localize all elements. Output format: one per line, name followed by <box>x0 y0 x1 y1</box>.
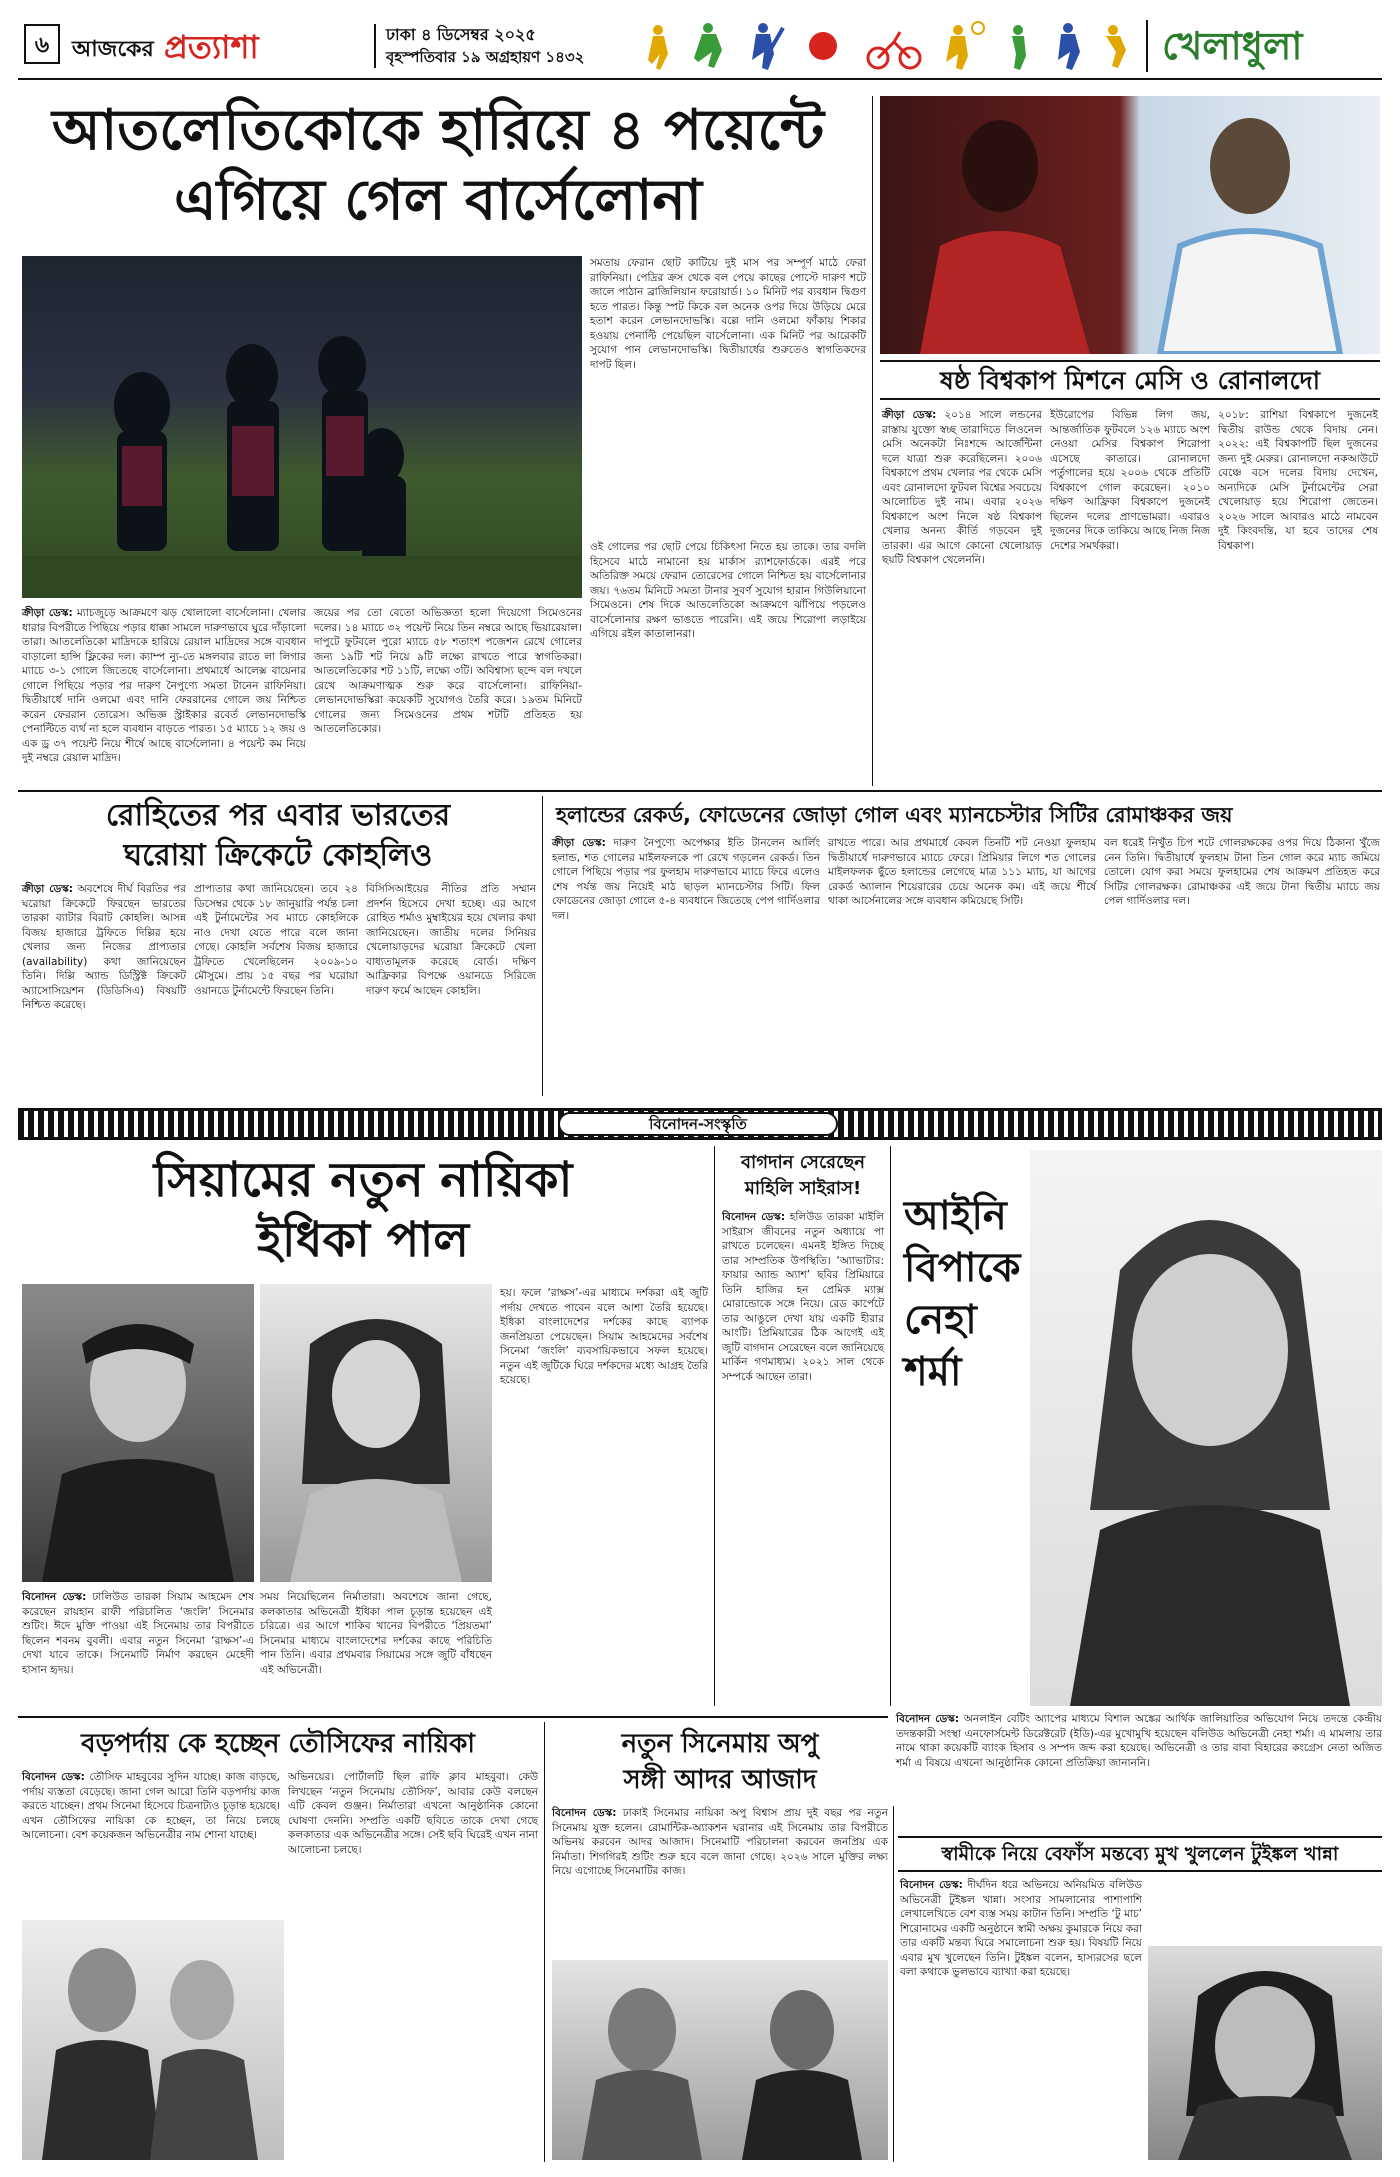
mahi-body-text: হলিউড তারকা মাইলি সাইরাস জীবনের নতুন অধ্যায়ে পা রাখতে চলেছেন। এমনই ইঙ্গিত দিচ্ছে তার সাম্প্রতিক উপস্থিতি। ‘অ্যাভাটার: ফায়ার অ্যান্ড অ্যাশ’ ছবির প্রিমিয়ারে তিনি হাজির হন প্রেমিক ম্যাক্স মোরান্ডোকে সঙ্গে নিয়ে। রেড কার্পেটে তার আঙুলে দেখা যায় একটি হীরার আংটি। প্রিমিয়ারের ঠিক আগেই এই জুটি বাগদান সেরেছেন বলে জানিয়েছে মার্কিন গণমাধ্যম। ২০২১ সাল থেকে সম্পর্কে আছেন তারা। <box>722 1211 884 1383</box>
kohli-col-3-text: বিসিসিআইয়ের নীতির প্রতি সম্মান প্রদর্শন হিসেবে দেখা হচ্ছে। এর আগে রোহিত শর্মাও মুম্বাইয়ের হয়ে খেলার কথা জানিয়েছেন। জাতীয় দলের সিনিয়র খেলোয়াড়দের ঘরোয়া ক্রিকেটে খেলা বাধ্যতামূলক করেছে বোর্ড। দক্ষিণ আফ্রিকার বিপক্ষে ওয়ানডে সিরিজে দারুণ ফর্মে আছেন কোহলি। <box>366 883 536 997</box>
kohli-col-2 <box>194 882 358 998</box>
runner-icon <box>694 23 722 68</box>
siam-headline-line-1: সিয়ামের নতুন নায়িকা <box>153 1152 573 1208</box>
tousif-col-1 <box>22 1770 280 1843</box>
vertical-rule-siam <box>714 1146 715 1706</box>
tousif-byline: বিনোদন ডেস্ক: <box>22 1771 85 1783</box>
neha-headline-line-3: নেহা <box>904 1297 977 1343</box>
cricket-batter-icon <box>752 23 785 70</box>
sports-silhouettes <box>638 20 1138 72</box>
athlete-icon <box>1058 23 1080 70</box>
tousif-col-2 <box>288 1770 538 1857</box>
golfer-icon <box>1012 25 1026 70</box>
lead-headline-line-1: আতলেতিকোকে হারিয়ে ৪ পয়েন্টে <box>51 98 825 163</box>
tousif-couple-photo <box>22 1920 284 2160</box>
twinkle-headline-box <box>898 1836 1382 1872</box>
lead-story-col-4 <box>590 540 866 642</box>
logo-prefix: আজকের <box>72 37 154 62</box>
entertainment-banner <box>18 1108 1382 1140</box>
kohli-col-3 <box>366 882 536 998</box>
kohli-headline-line-2: ঘরোয়া ক্রিকেটে কোহলিও <box>123 838 433 873</box>
neha-body-text: অনলাইন বেটিং অ্যাপের মাধ্যমে বিশাল অঙ্কের আর্থিক জালিয়াতির অভিযোগ নিয়ে তদন্তে কেন্দ্রীয় তদন্তকারী সংস্থা এনফোর্সমেন্ট ডিরেক্টরেট (ইডি)-এর মুখোমুখি হয়েছেন বলিউড অভিনেত্রী নেহা শর্মা। এ মামলায় তার নামে থাকা কয়েকটি ব্যাংক হিসাব ও সম্পদ জব্দ করা হয়েছে। অভিনেত্রী ও তার বাবা বিহারের কংগ্রেস নেতা অজিত শর্মা এ বিষয়ে এখনো আনুষ্ঠানিক কোনো প্রতিক্রিয়া জানাননি। <box>896 1713 1383 1769</box>
lead-story-col-3 <box>590 256 866 372</box>
newspaper-logo[interactable] <box>72 20 372 70</box>
messi-byline: ক্রীড়া ডেস্ক: <box>882 409 937 421</box>
siam-col-1 <box>22 1590 254 1677</box>
neha-headline-line-2: বিপাকে <box>904 1245 1021 1291</box>
apu-body-text: ঢাকাই সিনেমার নায়িকা অপু বিশ্বাস প্রায় দুই বছর পর নতুন সিনেমায় যুক্ত হলেন। রোমান্টিক-অ্যাকশন ঘরানার এই সিনেমায় তার বিপরীতে অভিনয় করবেন আদর আজাদ। সিনেমাটি পরিচালনা করবেন জনপ্রিয় এক নির্মাতা। শিগগিরই শুটিং শুরু হবে বলে জানা গেছে। ২০২৬ সালে মুক্তির লক্ষ্য নিয়ে এগোচ্ছে সিনেমাটির কাজ। <box>552 1807 888 1877</box>
siam-portrait <box>22 1284 254 1582</box>
tousif-portrait <box>22 1920 284 2160</box>
messi-ronaldo-headline-box <box>880 360 1380 400</box>
neha-body <box>896 1712 1382 1770</box>
date-line-1: ঢাকা ৪ ডিসেম্বর ২০২৫ <box>386 25 536 44</box>
messi-col-3 <box>1218 408 1378 553</box>
apu-headline-line-2: সঙ্গী আদর আজাদ <box>623 1765 817 1795</box>
siam-col-1-text: ঢালিউড তারকা সিয়াম আহমেদ শেষ করেছেন রায়হান রাফী পরিচালিত ‘জংলি’ সিনেমার শুটিং। ঈদে মুক্তি পাওয়া এই সিনেমায় তার বিপরীতে ছিলেন শবনম বুবলী। এবার নতুন সিনেমা ‘রাক্ষস’-এ দেখা যাবে তাকে। সিনেমাটি নির্মাণ করছেন মেহেদী হাসান হৃদয়। <box>22 1591 254 1676</box>
section-title <box>1146 20 1376 72</box>
tousif-col-1-text: তৌসিফ মাহবুবের সুদিন যাচ্ছে। কাজ বাড়ছে, পর্দায় ব্যস্ততা বেড়েছে। জানা গেল আরো তিনি বড়পর্দায় কাজ করতে যাচ্ছেন। প্রথম সিনেমা হিসেবে চিত্রনাট্যও চূড়ান্ত হয়েছে। এখন তৌসিফের নায়িকা কে হচ্ছেন, তা নিয়ে চলছে আলোচনা। বেশ কয়েকজন অভিনেত্রীর নাম শোনা যাচ্ছে। <box>22 1771 280 1841</box>
entertainment-banner-label: বিনোদন-সংস্কৃতি <box>649 1115 747 1133</box>
mahi-headline-line-1: বাগদান সেরেছেন <box>741 1152 865 1173</box>
neha-headline-line-4: শর্মা <box>904 1349 962 1395</box>
haaland-col-2-text: রাখতে পারে। আর প্রথমার্ধে কেবল তিনটি শট নেওয়া ফুলহাম দ্বিতীয়ার্ধে দারুণভাবে ম্যাচে ফেরে। প্রিমিয়ার লিগে শত গোলের মাইলফলক ছুঁতে হলান্ডের লেগেছে মাত্র ১১১ ম্যাচ, যা আগের রেকর্ড অ্যালান শিয়েরারের চেয়ে অনেক কম। এই জয়ে শীর্ষে থাকা আর্সেনালের সঙ্গে ব্যবধান কমিয়েছে সিটি। <box>828 837 1096 907</box>
mahi-headline-line-2: মাহিলি সাইরাস! <box>744 1178 862 1199</box>
siam-headline-line-2: ইধিকা পাল <box>256 1212 470 1268</box>
apu-adar-portrait <box>552 1960 888 2160</box>
messi-col-3-text: ২০১৮: রাশিয়া বিশ্বকাপে দুজনেই দ্বিতীয় রাউন্ড থেকে বিদায় নেন। ২০২২: এই বিশ্বকাপটি ছিল দুজনের জন্য দুই মেরুর। রোনালদো নকআউটে বেঞ্চে বসে দলের বিদায় দেখেন, অন্যদিকে মেসি টুর্নামেন্টের সেরা খেলোয়াড় হয়ে শিরোপা জেতেন। ২০২৬ সালে আবারও মাঠে নামবেন দুই কিংবদন্তি, যা হবে তাদের শেষ বিশ্বকাপ। <box>1218 409 1378 552</box>
jumper-icon <box>1106 25 1126 68</box>
logo-main: প্রত্যাশা <box>164 28 259 66</box>
idhika-photo <box>260 1284 492 1582</box>
section-title-text: খেলাধুলা <box>1162 24 1303 68</box>
vertical-rule-lead <box>872 96 873 786</box>
messi-col-2 <box>1050 408 1210 553</box>
kohli-col-1-text: অবশেষে দীর্ঘ বিরতির পর ঘরোয়া ক্রিকেটে ফিরছেন ভারতের তারকা ব্যাটার বিরাট কোহলি। আসন্ন বিজয় হাজারে ট্রফিতে দিল্লির হয়ে খেলার জন্য নিজের প্রাপ্যতার (availability) কথা জানিয়েছেন তিনি। দিল্লি অ্যান্ড ডিস্ট্রিক্ট ক্রিকেট অ্যাসোসিয়েশন (ডিডিসিএ) বিষয়টি নিশ্চিত করেছে। <box>22 883 186 1011</box>
twinkle-body <box>900 1878 1142 1980</box>
lead-headline-line-2: এগিয়ে গেল বার্সেলোনা <box>174 168 702 233</box>
messi-ronaldo-photo <box>880 96 1380 354</box>
horizontal-rule-2 <box>18 1716 888 1718</box>
haaland-headline: হলান্ডের রেকর্ড, ফোডেনের জোড়া গোল এবং ম্যানচেস্টার সিটির রোমাঞ্চকর জয় <box>556 803 1233 827</box>
lead-story-col-1 <box>22 606 306 766</box>
siam-col-3-text: হয়। ফলে ‘রাক্ষস’-এর মাধ্যমে দর্শকরা এই জুটি পর্দায় দেখতে পাবেন বলে আশা তৈরি হয়েছে। ইধিকা বাংলাদেশের দর্শকের কাছে ব্যাপক জনপ্রিয়তা পেয়েছেন। সিয়াম আহমেদের সর্বশেষ সিনেমা ‘জংলি’ ব্যবসায়িকভাবে সফল হয়েছে। নতুন এই জুটিকে ঘিরে দর্শকদের মধ্যে আগ্রহ তৈরি হয়েছে। <box>500 1287 708 1386</box>
cyclist-icon <box>868 32 920 68</box>
kohli-headline-line-1: রোহিতের পর এবার ভারতের <box>105 798 451 833</box>
mahi-headline <box>720 1150 886 1202</box>
haaland-col-1 <box>552 836 820 923</box>
haaland-col-3-text: বল ধরেই নিখুঁত চিপ শটে গোলরক্ষকের ওপর দিয়ে ঠিকানা খুঁজে নেন তিনি। দ্বিতীয়ার্ধে ফুলহাম টানা তিন গোল করে ম্যাচ জমিয়ে তোলে। যোগ করা সময়ে ফুলহামের শেষ আক্রমণ প্রতিহত করে সিটির গোলরক্ষক। রোমাঞ্চকর এই জয়ে টানা দ্বিতীয় ম্যাচে জয় পেল গার্দিওলার দল। <box>1104 837 1380 907</box>
lead-col-2-text: জয়ের পর তো বেতো অভিজ্ঞতা হলো দিয়েগো সিমেওনের দলের। ১৪ ম্যাচে ৩২ পয়েন্ট নিয়ে তিন নম্বরে আছে ভিয়ারেয়াল। দাপুটে ফুটবলে পুরো ম্যাচে ৫৮ শতাংশ পজেশন রেখে গোলের জন্য ১৯টি শট নিয়ে ৯টি লক্ষ্যে রাখতে পারে স্বাগতিকরা। আতলেতিকোর শট ১১টি, লক্ষ্যে ৩টি। অবিশ্বাস্য ছন্দে বল দখলে রেখে আক্রমণাত্মক শুরু করে বার্সেলোনা। রাফিনিয়া-লেভানদোভস্কিরা কয়েকটি সুযোগও তৈরি করে। ১৯তম মিনিটে গোলের জন্য সিমেওনের প্রথম শটটি প্রতিহত হয় আতলেতিকোর। <box>314 607 582 735</box>
two-players-silhouette <box>880 96 1380 354</box>
siam-col-2-text: সময় নিয়েছিলেন নির্মাতারা। অবশেষে জানা গেছে, কলকাতার অভিনেত্রী ইধিকা পাল চূড়ান্ত হয়েছেন এই চরিত্রে। এর আগে শাকিব খানের বিপরীতে ‘প্রিয়তমা’ সিনেমার মাধ্যমে বাংলাদেশের দর্শকের কাছে পরিচিতি পান তিনি। এবার প্রথমবার সিয়ামের সঙ্গে জুটি বাঁধছেন এই অভিনেত্রী। <box>260 1591 492 1676</box>
messi-col-1-text: ২০১৪ সালে লন্ডনের রাস্তায় যুক্তো স্বচ্ছ তারাদিতে লিওনেল মেসি অনেকটা নিঃশব্দে আর্জেন্টিনা দলে যাত্রা শুরু করেছিলেন। ২০০৬ বিশ্বকাপে প্রথম খেলার পর থেকে মেসি এবং রোনালদো ফুটবল বিশ্বের সবচেয়ে আলোচিত দুই নাম। এবার ২০২৬ বিশ্বকাপে অংশ নিলে ষষ্ঠ বিশ্বকাপ খেলার অনন্য কীর্তি গড়বেন দুই তারকা। এর আগে কোনো খেলোয়াড় ছয়টি বিশ্বকাপ খেলেননি। <box>882 409 1043 566</box>
neha-headline-line-1: আইনি <box>904 1193 1007 1239</box>
kohli-byline: ক্রীড়া ডেস্ক: <box>22 883 73 895</box>
haaland-col-2 <box>828 836 1096 909</box>
neha-sharma-photo <box>1030 1150 1382 1706</box>
lead-col-4-text: ওই গোলের পর ছোট পেয়ে চিকিৎসা নিতে হয় তাকে। তার বদলি হিসেবে মাঠে নামানো হয় মার্কাস র‍্যাশফোর্ডকে। এরই পরে অতিরিক্ত সময়ে ফেরান তোরেসের গোলে নিশ্চিত হয় বার্সেলোনার জয়। ৭৬তম মিনিটে সমতা টানার সুবর্ণ সুযোগ হারান গিউলিয়ানো সিমেওনে। শেষ দিকে আতলেতিকো আক্রমণে ঝাঁপিয়ে পড়লেও বার্সেলোনার রক্ষণ ভাঙতে পারেনি। এই জয়ে শিরোপা লড়াইয়ে এগিয়ে রইল কাতালানরা। <box>590 541 866 640</box>
siam-photo <box>22 1284 254 1582</box>
lead-byline: ক্রীড়া ডেস্ক: <box>22 607 73 619</box>
apu-headline-line-1: নতুন সিনেমায় অপু <box>621 1729 819 1759</box>
page-number: ৬ <box>24 24 60 64</box>
idhika-portrait <box>260 1284 492 1582</box>
entertainment-banner-label-box <box>558 1112 838 1136</box>
masthead-divider <box>374 24 376 68</box>
sports-icon-strip <box>638 20 1138 72</box>
football-player-icon <box>648 25 668 70</box>
lead-headline <box>18 96 858 236</box>
apu-headline <box>550 1726 890 1798</box>
lead-col-3-text: সমতায় ফেরান ছোট কাটিয়ে দুই মাস পর সম্পূর্ণ মাঠে ফেরা রাফিনিয়া। পেদ্রির ক্রস থেকে বল পেয়ে কাছের পোস্টে দারুণ শটে জালে পাঠান ব্রাজিলিয়ান ফরোয়ার্ড। ১০ মিনিট পর ব্যবধান দ্বিগুণ হতে পারত। কিন্তু স্পট কিকে বল অনেক ওপর দিয়ে উড়িয়ে মেরে হতাশ করেন লেভানদোভস্কি। বল্লে দানি ওলমো ফাঁকায় শিকার হওয়ায় পেনাল্টি পেয়েছিল বার্সেলোনা। এক মিনিট পর আরেকটি সুযোগ পান লেভানদোভস্কি। দ্বিতীয়ার্ধের শুরুতেও স্বাগতিকদের দাপট ছিল। <box>590 257 866 371</box>
date-line-2: বৃহস্পতিবার ১৯ অগ্রহায়ণ ১৪৩২ <box>386 48 585 66</box>
twinkle-byline: বিনোদন ডেস্ক: <box>900 1879 963 1891</box>
vertical-rule-apu <box>893 1806 894 2162</box>
neha-byline: বিনোদন ডেস্ক: <box>896 1713 960 1725</box>
haaland-byline: ক্রীড়া ডেস্ক: <box>552 837 606 849</box>
siam-byline: বিনোদন ডেস্ক: <box>22 1591 87 1603</box>
lead-col-1-text: ম্যাচজুড়ে আক্রমণে ঝড় খোলালো বার্সেলোনা। খেলার ধারার বিপরীতে পিছিয়ে পড়ার ধাক্কা সামলে দারুণভাবে ঘুরে দাঁড়ালো তারা। আতলেতিকো মাদ্রিদকে হারিয়ে রেয়াল মাদ্রিদের সঙ্গে ব্যবধান বাড়ালো হান্সি ফ্লিকের দল। ক্যাম্প ন্যু-তে মঙ্গলবার রাতে লা লিগার ম্যাচে ৩-১ গোলে জিতেছে বার্সেলোনা। প্রথমার্ধে আলেক্স বায়েনার গোলে পিছিয়ে পড়ার পর দারুণ নৈপুণ্যে সমতা টানেন রাফিনিয়া। দ্বিতীয়ার্ধে দানি ওলমো এবং দানি ফেররানের গোলে জয় নিশ্চিত করেন ফেররান তোরেস। অভিজ্ঞ স্ট্রাইকার রবের্ত লেভানদোভস্কি পেনাল্টিতে ব্যর্থ না হলে ব্যবধান বাড়তে পারত। ১৫ ম্যাচে ১২ জয় ও এক ড্র ৩৭ পয়েন্ট নিয়ে শীর্ষে আছে বার্সেলোনা। ৪ পয়েন্ট কম নিয়ে দুই নম্বরে রেয়াল মাদ্রিদ। <box>22 607 307 764</box>
twinkle-khanna-photo <box>1148 1946 1382 2160</box>
masthead <box>18 14 1382 80</box>
mahi-byline: বিনোদন ডেস্ক: <box>722 1211 786 1223</box>
twinkle-portrait <box>1148 1946 1382 2160</box>
haaland-col-1-text: দারুণ নৈপুণ্যে অপেক্ষার ইতি টানলেন আর্লিং হলান্ড, শত গোলের মাইলফলকে পা রেখে গড়লেন রেকর্ড। তিন গোলে পিছিয়ে পড়ার পর ফুলহাম দারুণভাবে ম্যাচে ফিরে এলেও শেষ পর্যন্ত জয় নিয়েই মাঠ ছাড়ল ম্যানচেস্টার সিটি। ফিল ফোডেনের জোড়া গোলে ৫-৪ ব্যবধানে জিতেছে পেপ গার্দিওলার দল। <box>552 837 820 922</box>
tousif-headline: বড়পর্দায় কে হচ্ছেন তৌসিফের নায়িকা <box>81 1729 475 1759</box>
vertical-rule-kohli <box>542 796 543 1096</box>
messi-col-2-text: ইউরোপের বিভিন্ন লিগ জয়, আন্তর্জাতিক ফুটবলে ১২৬ ম্যাচে অংশ নেওয়া মেসির বিশ্বকাপ শিরোপা এসেছে কাতারে। রোনালদো পর্তুগালের হয়ে ২০০৬ থেকে প্রতিটি বিশ্বকাপে গোল করেছেন। ২০১০ দক্ষিণ আফ্রিকা বিশ্বকাপে দুজনেই ছিলেন দলের প্রাণভোমরা। এবারও দুজনের দিকে তাকিয়ে আছে নিজ নিজ দেশের সমর্থকরা। <box>1050 409 1210 552</box>
apu-byline: বিনোদন ডেস্ক: <box>552 1807 617 1819</box>
apu-adar-photo <box>552 1960 888 2160</box>
apu-body <box>552 1806 888 1879</box>
messi-col-1 <box>882 408 1042 568</box>
barcelona-celebration-photo <box>22 256 582 598</box>
tousif-col-2-text: অভিনয়ের। পোর্টালটি ছিল রাফি ক্লাব মাহবুবা। কেউ লিখছেন ‘নতুন সিনেমায় তৌসিফ’, আবার কেউ বলছেন এটি কেবল গুঞ্জন। নির্মাতারা এখনো আনুষ্ঠানিক কোনো ঘোষণা দেননি। সম্প্রতি একটি ছবিতে তাকে দেখা গেছে কলকাতার এক অভিনেত্রীর সঙ্গে। সেই ছবি ঘিরেই এখন নানা আলোচনা চলছে। <box>288 1771 538 1856</box>
kohli-col-1 <box>22 882 186 1013</box>
lead-story-col-2 <box>314 606 582 737</box>
neha-portrait <box>1030 1150 1382 1706</box>
horizontal-rule-1 <box>18 790 1382 792</box>
messi-ronaldo-headline: ষষ্ঠ বিশ্বকাপ মিশনে মেসি ও রোনালদো <box>940 366 1320 395</box>
players-silhouette <box>22 256 582 598</box>
kohli-col-2-text: প্রাপ্যতার কথা জানিয়েছেন। তবে ২৪ ডিসেম্বর থেকে ১৮ জানুয়ারি পর্যন্ত চলা এই টুর্নামেন্টের সব ম্যাচে কোহলিকে নাও দেখা যেতে পারে বলে জানা গেছে। কোহলি সর্বশেষ বিজয় হাজারে ট্রফিতে খেলেছিলেন ২০০৯-১০ মৌসুমে। প্রায় ১৫ বছর পর ঘরোয়া ওয়ানডে টুর্নামেন্টে ফিরছেন তিনি। <box>194 883 358 997</box>
siam-col-2 <box>260 1590 492 1677</box>
tennis-player-icon <box>946 22 984 70</box>
mahi-body <box>722 1210 884 1384</box>
siam-headline <box>18 1150 708 1270</box>
kohli-headline <box>18 796 538 876</box>
vertical-rule-mahi <box>890 1146 891 1706</box>
twinkle-body-text: দীর্ঘদিন ধরে অভিনয়ে অনিয়মিত বলিউড অভিনেত্রী টুইঙ্কল খান্না। সংসার সামলানোর পাশাপাশি লেখালেখিতে বেশ ব্যস্ত সময় কাটান তিনি। সম্প্রতি ‘টু মাচ’ শিরোনামের একটি অনুষ্ঠানে স্বামী অক্ষয় কুমারকে নিয়ে করা তার একটি মন্তব্য ঘিরে সমালোচনা শুরু হয়। বিষয়টি নিয়ে এবার মুখ খুলেছেন তিনি। টুইঙ্কল বলেন, হাস্যরসের ছলে বলা কথাকে ভুলভাবে ব্যাখ্যা করা হয়েছে। <box>900 1879 1143 1978</box>
siam-col-3 <box>500 1286 708 1388</box>
twinkle-headline: স্বামীকে নিয়ে বেফাঁস মন্তব্যে মুখ খুললেন টুইঙ্কল খান্না <box>941 1843 1339 1865</box>
vertical-rule-tousif <box>544 1722 545 2162</box>
haaland-col-3 <box>1104 836 1380 909</box>
basketball-icon <box>809 32 837 60</box>
